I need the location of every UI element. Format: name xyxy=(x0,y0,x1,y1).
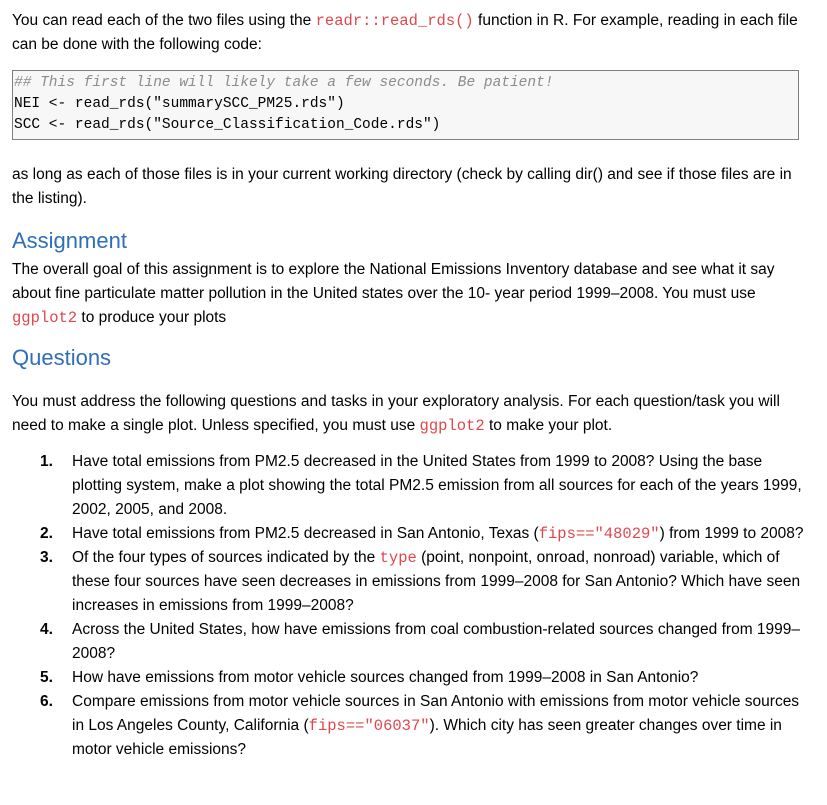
read-rds-function: readr::read_rds() xyxy=(315,12,474,30)
assignment-heading: Assignment xyxy=(12,228,127,253)
code-block xyxy=(12,70,799,140)
question-number: 1. xyxy=(40,453,53,470)
ggplot2-package: ggplot2 xyxy=(419,417,485,435)
fips-code: fips=="48029" xyxy=(538,525,660,543)
code-line-scc: SCC <- read_rds("Source_Classification_Code.rds") xyxy=(14,117,441,133)
questions-heading: Questions xyxy=(12,345,112,370)
question-number: 3. xyxy=(40,549,53,566)
assignment-text: The overall goal of this assignment is to explore the National Emissions Inventory database and see what it say about fine particulate matter pollution in the United states over the 10- year period 1999–2008. You must use xyxy=(12,261,775,302)
question-number: 6. xyxy=(40,693,53,710)
questions-intro-text: You must address the following questions and tasks in your exploratory analysis. For each question/task you will need to make a single plot. Unless specified, you must use xyxy=(12,393,780,434)
intro-text-1: You can read each of the two files using the xyxy=(12,12,316,29)
intro-text-2: function in R. For example, reading in each file can be done with the following code: xyxy=(12,12,798,53)
question-number: 4. xyxy=(40,621,53,638)
question-text: Have total emissions from PM2.5 decreased in the United States from 1999 to 2008? Using the base plotting system, make a plot showing the total PM2.5 emission from all sources for each of the years 1999, 2002, 2005, and 2008. xyxy=(72,453,802,518)
question-item xyxy=(12,618,813,666)
question-text: Across the United States, how have emissions from coal combustion-related sources changed from 1999–2008? xyxy=(72,621,801,662)
fips-code: fips=="06037" xyxy=(308,717,430,735)
assignment-text-end: to produce your plots xyxy=(77,309,227,326)
type-variable: type xyxy=(379,549,417,567)
question-text: Of the four types of sources indicated by the xyxy=(72,549,380,566)
code-line-nei: NEI <- read_rds("summarySCC_PM25.rds") xyxy=(14,96,345,112)
question-number: 2. xyxy=(40,525,53,542)
question-number: 5. xyxy=(40,669,53,686)
question-text: Compare emissions from motor vehicle sources in San Antonio with emissions from motor vehicle sources in Los Angeles County, California ( xyxy=(72,693,800,734)
assignment-paragraph xyxy=(12,258,813,330)
question-text-end: ). Which city has seen greater changes over time in motor vehicle emissions? xyxy=(72,717,782,758)
question-item xyxy=(12,546,813,618)
questions-list xyxy=(12,450,813,762)
intro-paragraph xyxy=(12,9,813,57)
question-text-end: (point, nonpoint, onroad, nonroad) variable, which of these four sources have seen decreases in emissions from 1999–2008 for San Antonio? Which have seen increases in emissions from 1999–2008? xyxy=(72,549,801,614)
question-item xyxy=(12,522,813,546)
question-item xyxy=(12,450,813,522)
working-directory-note: as long as each of those files is in your current working directory (check by calling dir() and see if those files are in the listing). xyxy=(12,166,792,207)
question-text: How have emissions from motor vehicle sources changed from 1999–2008 in San Antonio? xyxy=(72,669,699,686)
question-text-end: ) from 1999 to 2008? xyxy=(659,525,804,542)
questions-intro-paragraph xyxy=(12,390,813,438)
ggplot2-package: ggplot2 xyxy=(12,309,78,327)
questions-intro-end: to make your plot. xyxy=(484,417,613,434)
code-comment-line: ## This first line will likely take a few seconds. Be patient! xyxy=(14,75,554,91)
question-item xyxy=(12,690,813,762)
question-item xyxy=(12,666,813,690)
question-text: Have total emissions from PM2.5 decreased in San Antonio, Texas ( xyxy=(72,525,539,542)
